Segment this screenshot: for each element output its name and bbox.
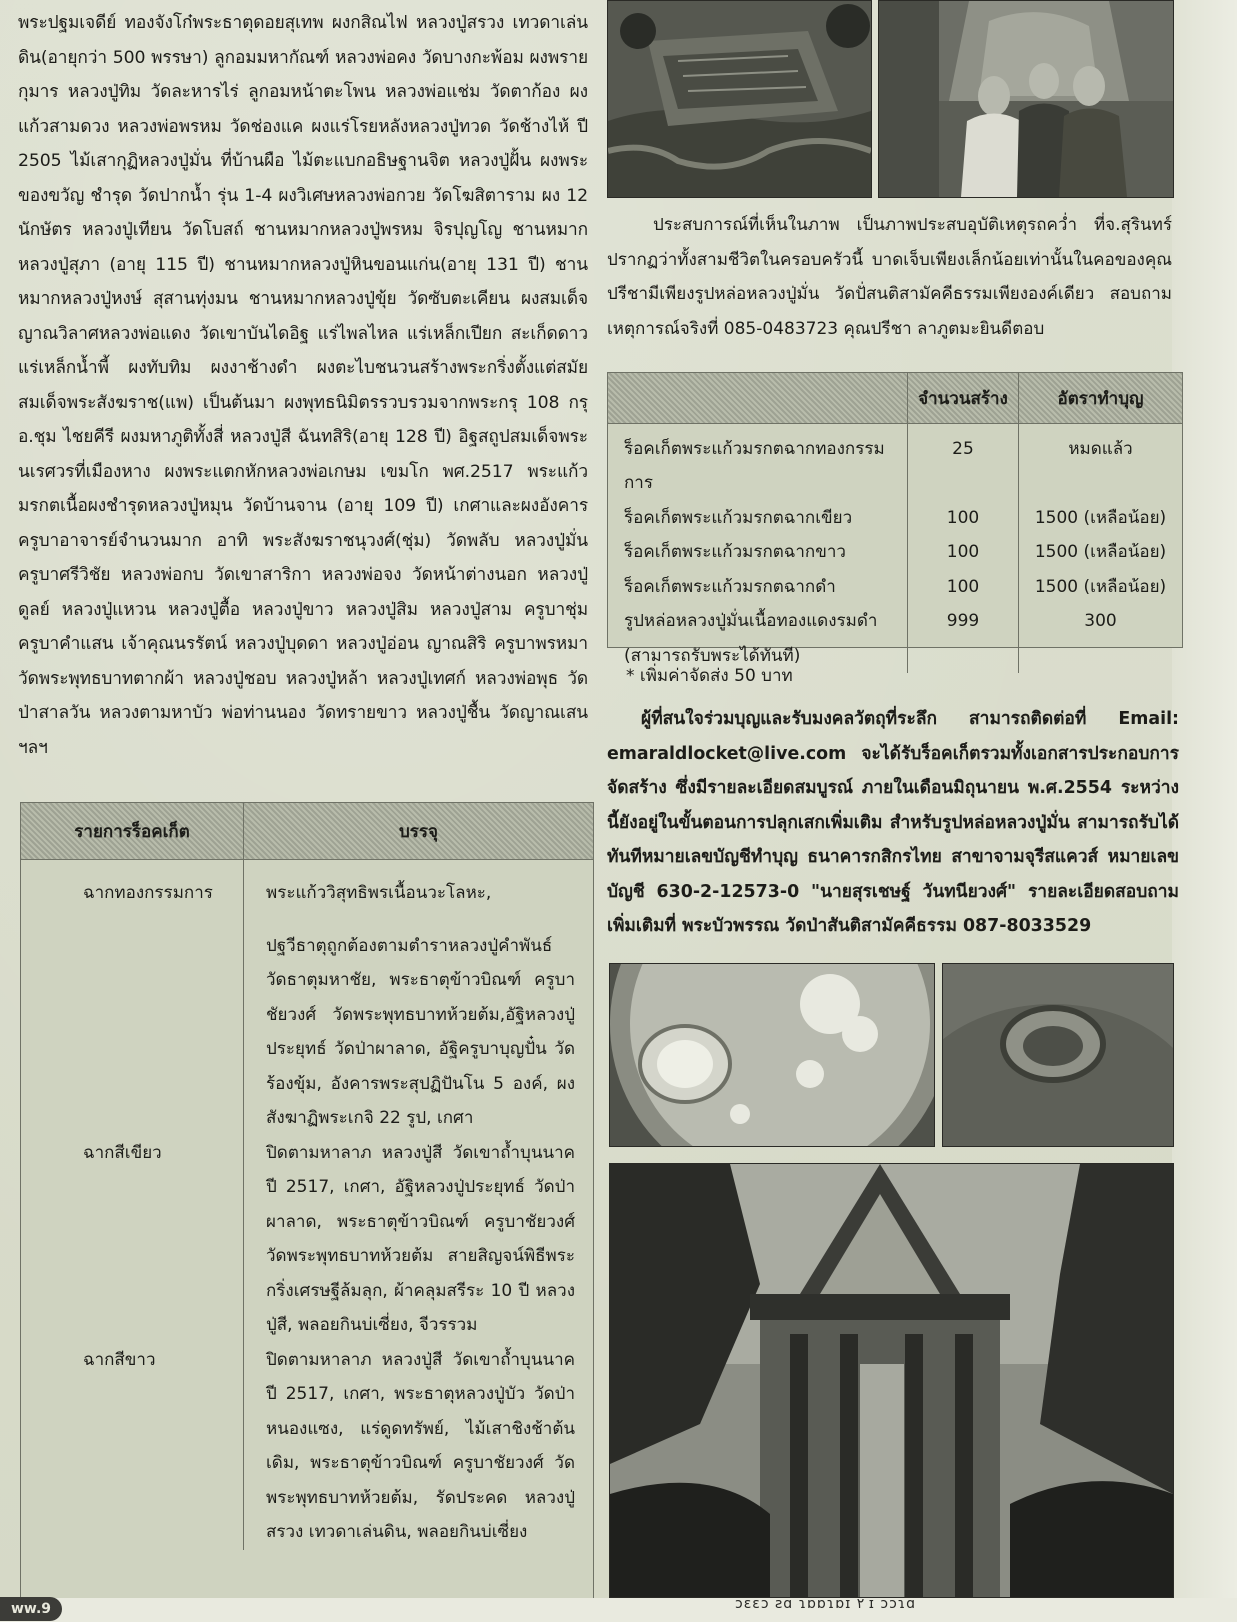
powder-bowl-photo — [609, 963, 935, 1147]
article-body: พระปฐมเจดีย์ ทองจังโก๋พระธาตุดอยสุเทพ ผงกสิณไฟ หลวงปู่สรวง เทวดาเล่นดิน(อายุกว่า 500 พรรษา) ลูกอมมหากัณฑ์ หลวงพ่อคง วัดบางกะพ้อม ผงพรายกุมาร หลวงปู่ทิม วัดละหารไร่ ลูกอมหน้าตะโพน หลวงพ่อแช่ม วัดตาก้อง ผงแก้วสามดวง หลวงพ่อพรหม วัดช่องแค ผงแร่โรยหลังหลวงปู่ทวด วัดช้างไห้ ปี 2505 ไม้เสากุฏิหลวงปู่มั่น ที่บ้านผือ ไม้ตะแบกอธิษฐานจิต หลวงปู่ฝั้น ผงพระของขวัญ ชำรุด วัดปากน้ำ รุ่น 1-4 ผงวิเศษหลวงพ่อกวย วัดโฆสิตาราม ผง 12 นักษัตร หลวงปู่เทียน วัดโบสถ์ ชานหมากหลวงปู่พรหม จิรปุญโญ ชานหมากหลวงปู่สุภา (อายุ 115 ปี) ชานหมากหลวงปู่หินขอนแก่น(อายุ 131 ปี) ชานหมากหลวงปู่หงษ์ สุสานทุ่งมน ชานหมากหลวงปู่ขุ้ย วัดซับตะเคียน ผงสมเด็จญาณวิลาศหลวงพ่อแดง วัดเขาบันไดอิฐ แร่ไพลไหล แร่เหล็กเปียก สะเก็ดดาว แร่เหล็กน้ำพี้ ผงทับทิม ผงงาช้างดำ ผงตะไบชนวนสร้างพระกริ่งตั้งแต่สมัยสมเด็จพระสังฆราช(แพ) เป็นต้นมา ผงพุทธนิมิตรรวบรวมจากพระกรุ 108 กรุ อ.ชุม ไชยคีรี ผงมหาภูติทั้งสี่ หลวงปู่สี ฉันทสิริ(อายุ 128 ปี) อิฐสถูปสมเด็จพระนเรศวรที่เมืองหาง ผงพระแตกหักหลวงพ่อเกษม เขมโก พศ.2517 พระแก้วมรกตเนื้อผงชำรุดหลวงปู่หมุน วัดบ้านจาน (อายุ 109 ปี) เกศาและผงอังคารครูบาอาจารย์จำนวนมาก อาทิ พระสังฆราชนุวงศ์(ชุ่ม) วัดพลับ หลวงปู่มั่น ครูบาศรีวิชัย หลวงพ่อกบ วัดเขาสาริกา หลวงพ่อจง วัดหน้าต่างนอก หลวงปู่ดูลย์ หลวงปู่แหวน หลวงปู่ตื้อ หลวงปู่ขาว หลวงปู่สิม หลวงปู่สาม ครูบาชุ่ม ครูบาคำแสน เจ้าคุณนรรัตน์ หลวงปู่บุดดา หลวงปู่อ่อน ญาณสิริ ครูบาพรหมา วัดพระพุทธบาทตากผ้า หลวงปู่ชอบ หลวงปู่หล้า หลวงปู่เทศก์ หลวงพ่อพุธ วัดป่าสาลวัน หลวงตามหาบัว พ่อท่านนอง วัดทรายขาว หลวงปู่ชื้น วัดญาณเสน ฯลฯ — [18, 13, 588, 758]
urn-photo — [942, 963, 1174, 1147]
row-quantity: 100 — [908, 570, 1019, 605]
temple-building-image — [610, 1164, 1173, 1597]
row-label: ฉากทองกรรมการ — [83, 883, 213, 903]
row-contents: ปฐวีธาตุถูกต้องตามตำราหลวงปู่คำพันธ์ วัดธาตุมหาชัย, พระธาตุข้าวบิณฑ์ ครูบาชัยวงศ์ วัดพระพุทธบาทห้วยต้ม,อัฐิหลวงปู่ประยุทธ์ วัดป่าผาลาด, อัฐิครูบาบุญปั๋น วัดร้องขุ้ม, อังคารพระสุปฏิปันโน 5 องค์, ผงสังฆาฏิพระเกจิ 22 รูป, เกศา — [266, 935, 575, 1128]
table-row — [608, 535, 1182, 570]
row-label: ฉากสีขาว — [83, 1349, 156, 1370]
row-donation: 1500 (เหลือน้อย) — [1034, 576, 1167, 597]
table-row — [21, 911, 593, 1136]
temple-photo — [609, 1163, 1174, 1598]
locket-contents-table — [20, 802, 594, 1601]
row-quantity: 999 — [908, 604, 1019, 673]
row-quantity: 100 — [908, 535, 1019, 570]
row-item: ร็อคเก็ตพระแก้วมรกตฉากดำ — [624, 576, 836, 597]
contact-text: ผู้ที่สนใจร่วมบุญและรับมงคลวัตถุที่ระลึก สามารถติดต่อที่ Email: emaraldlocket@live.com จะได้รับร็อคเก็ตรวมทั้งเอกสารประกอบการจัดสร้าง ซึ่งมีรายละเอียดสมบูรณ์ ภายในเดือนมิถุนายน พ.ศ.2554 ระหว่างนี้ยังอยู่ในขั้นตอนการปลุกเสกเพิ่มเติม สำหรับรูปหล่อหลวงปู่มั่น สามารถรับได้ทันทีหมายเลขบัญชีทำบุญ ธนาคารกสิกรไทย สาขาจามจุรีสแควส์ หมายเลขบัญชี 630-2-12573-0 "นายสุรเชษฐ์ วันทนียวงศ์" รายละเอียดสอบถามเพิ่มเติมที่ พระบัวพรรณ วัดป่าสันติสามัคคีธรรม 087-8033529 — [607, 709, 1179, 936]
row-contents: ปิดตามหาลาภ หลวงปู่สี วัดเขาถ้ำบุนนาค ปี 2517, เกศา, อัฐิหลวงปู่ประยุทธ์ วัดป่าผาลาด, พระธาตุข้าวบิณฑ์ ครูบาชัยวงศ์ วัดพระพุทธบาทห้วยต้ม สายสิญจน์พิธีพระกริ่งเศรษฐีล้มลุก, ผ้าคลุมสรีระ 10 ปี หลวงปู่สี, พลอยกินบ่เซี่ยง, จีวรรวม — [266, 1142, 575, 1335]
row-donation: 1500 (เหลือน้อย) — [1034, 542, 1167, 562]
page-footer — [0, 1598, 1237, 1622]
powder-bowl-image — [610, 964, 934, 1146]
row-contents: พระแก้ววิสุทธิพรเนื้อนวะโลหะ, — [266, 883, 492, 903]
row-quantity: 25 — [908, 432, 1019, 501]
family-photo — [878, 0, 1174, 198]
table-row — [608, 432, 1182, 501]
left-column — [18, 6, 588, 765]
footer-text: ɔɛɛɔ ƨɑ ɿɒɒɿɒɪ ۲ ɪ ɔɔɿɑ — [735, 1596, 917, 1612]
table-row — [608, 570, 1182, 605]
row-contents: ปิดตามหาลาภ หลวงปู่สี วัดเขาถ้ำบุนนาค ปี 2517, เกศา, พระธาตุหลวงปู่บัว วัดป่าหนองแซง, แร่ดูดทรัพย์, ไม้เสาชิงช้าต้นเดิม, พระธาตุข้าวบิณฑ์ ครูบาชัยวงศ์ วัดพระพุทธบาทห้วยต้ม, รัดประคด หลวงปู่สรวง เทวดาเล่นดิน, พลอยกินบ่เซี่ยง — [266, 1349, 575, 1542]
row-donation: 300 — [1084, 611, 1117, 631]
row-item: ร็อคเก็ตพระแก้วมรกตฉากเขียว — [624, 507, 853, 528]
column-header-donation: อัตราทำบุญ — [1019, 373, 1183, 424]
family-statue-image — [879, 1, 1173, 197]
table-row — [21, 1343, 593, 1550]
page-number: ww.9 — [0, 1597, 62, 1621]
row-item: ร็อคเก็ตพระแก้วมรกตฉากทองกรรมการ — [624, 438, 885, 493]
contact-paragraph — [607, 702, 1179, 944]
column-header-blank — [608, 373, 908, 424]
price-table — [607, 372, 1183, 666]
table-row — [21, 876, 593, 911]
column-header-item: รายการร็อคเก็ต — [21, 803, 244, 860]
urn-image — [943, 964, 1173, 1146]
column-header-contents: บรรจุ — [244, 803, 594, 860]
accident-photo — [607, 0, 872, 198]
row-donation: หมดแล้ว — [1068, 438, 1133, 459]
table-row — [21, 1136, 593, 1343]
row-label: ฉากสีเขียว — [83, 1142, 162, 1163]
page-margin — [1172, 0, 1237, 1622]
shipping-note: * เพิ่มค่าจัดส่ง 50 บาท — [626, 666, 793, 686]
row-quantity: 100 — [908, 501, 1019, 536]
wrecked-vehicle-image — [608, 1, 871, 197]
table-row — [608, 501, 1182, 536]
row-item: รูปหล่อหลวงปู่มั่นเนื้อทองแดงรมดำ (สามารถรับพระได้ทันที) — [624, 611, 878, 666]
row-donation: 1500 (เหลือน้อย) — [1034, 507, 1167, 528]
caption-text: ประสบการณ์ที่เห็นในภาพ เป็นภาพประสบอุบัติเหตุรถคว่ำ ที่จ.สุรินทร์ ปรากฏว่าทั้งสามชีวิตในครอบครัวนี้ บาดเจ็บเพียงเล็กน้อยเท่านั้นในคอของคุณปรีชามีเพียงรูปหล่อหลวงปู่มั่น วัดปั่สนติสามัคคีธรรมเพียงองค์เดียว สอบถามเหตุการณ์จริงที่ 085-0483723 คุณปรีชา ลาภูตมะยินดีตอบ — [607, 215, 1172, 339]
photo-caption — [607, 208, 1172, 346]
column-header-quantity: จำนวนสร้าง — [908, 373, 1019, 424]
row-item: ร็อคเก็ตพระแก้วมรกตฉากขาว — [624, 542, 846, 562]
